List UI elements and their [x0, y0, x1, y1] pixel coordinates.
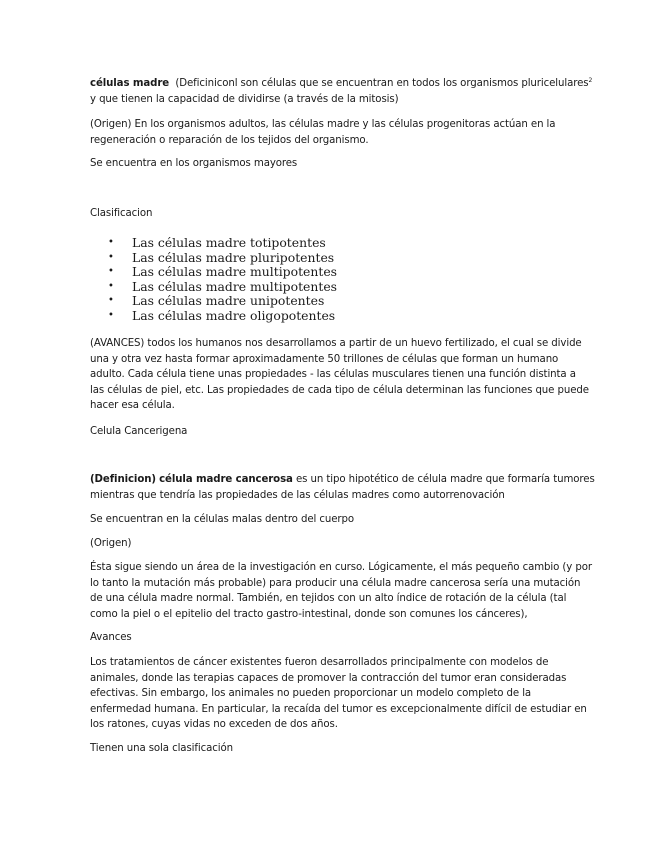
term-celula-madre-cancerosa: célula madre cancerosa — [159, 474, 293, 485]
paragraph-definicion-cancerosa — [90, 472, 595, 503]
bullet-icon: • — [108, 266, 114, 278]
paragraph-line: los ratones, cuyas vidas no exceden de dos años. — [90, 719, 338, 730]
paragraph-line: mientras que tendría las propiedades de las células madres como autorrenovación — [90, 489, 505, 501]
paragraph-line: animales, donde las terapias capaces de promover la contracción del tumor eran consideradas — [90, 672, 567, 684]
definition-text: (Deficiniconl son células que se encuentran en todos los organismos pluricelulares — [175, 78, 589, 89]
list-item: • Las células madre pluripotentes — [108, 249, 335, 265]
classification-list — [108, 236, 337, 324]
paragraph-line: Ésta sigue siendo un área de la investigación en curso. Lógicamente, el más pequeño cambio (y por — [90, 562, 592, 573]
paragraph-line: las células de piel, etc. Las propiedades de cada tipo de célula determinan las funciones que puede — [90, 384, 589, 396]
paragraph-line: (AVANCES) todos los humanos nos desarrollamos a partir de un huevo fertilizado, el cual se divide — [90, 338, 582, 349]
footnote-marker: 2 — [588, 77, 593, 84]
paragraph-line: y que tienen la capacidad de dividirse (a través de la mitosis) — [90, 93, 399, 105]
paragraph-line — [90, 76, 593, 92]
paragraph-line: de una célula madre normal. También, en tejidos con un alto índice de rotación de la célula (tal — [90, 593, 567, 604]
list-item: • Las células madre oligopotentes — [108, 307, 336, 323]
list-item: • Las células madre unipotentes — [108, 293, 325, 309]
bullet-icon: • — [108, 280, 114, 292]
heading-celula-cancerigena: Celula Cancerigena — [90, 426, 188, 437]
paragraph-line: efectivas. Sin embargo, los animales no pueden proporcionar un modelo completo de la — [90, 688, 532, 699]
paragraph-line: hacer esa célula. — [90, 400, 175, 411]
bullet-icon: • — [108, 295, 114, 307]
paragraph-clasificacion-unica: Tienen una sola clasificación — [90, 743, 233, 754]
paragraph-line: adulto. Cada célula tiene unas propiedades - las células musculares tienen una función distinta a — [90, 369, 576, 380]
paragraph-line: (Origen) En los organismos adultos, las células madre y las células progenitoras actúan en la — [90, 119, 556, 130]
paragraph-line: regeneración o reparación de los tejidos del organismo. — [90, 134, 369, 146]
bullet-icon: • — [108, 237, 114, 248]
paragraph-avances-cancer — [90, 655, 587, 733]
paragraph-origen-cancerosa — [90, 560, 592, 622]
list-item: • Las células madre multipotentes — [108, 278, 338, 294]
paragraph-line: Los tratamientos de cáncer existentes fueron desarrollados principalmente con modelos de — [90, 657, 549, 668]
heading-origen: (Origen) — [90, 538, 132, 549]
bullet-icon: • — [108, 251, 114, 263]
paragraph-ubicacion: Se encuentra en los organismos mayores — [90, 158, 298, 169]
paragraph-line: enfermedad humana. En particular, la recaída del tumor es excepcionalmente difícil de estudiar en — [90, 703, 587, 715]
list-item: • Las células madre multipotentes — [108, 264, 338, 280]
paragraph-ubicacion-cancerosa: Se encuentran en la células malas dentro del cuerpo — [90, 514, 354, 525]
term-celulas-madre: células madre — [90, 78, 170, 89]
paragraph-line: como la piel o el epitelio del tracto gastro-intestinal, donde son comunes los cánceres), — [90, 608, 528, 620]
heading-avances: Avances — [90, 632, 132, 643]
bullet-icon: • — [108, 309, 114, 321]
paragraph-line: (Definicion) célula madre cancerosa es un tipo hipotético de célula madre que formaría tumores — [90, 474, 595, 485]
paragraph-line: una y otra vez hasta formar aproximadamente 50 trillones de células que forman un humano — [90, 353, 559, 365]
paragraph-definition — [90, 76, 593, 107]
paragraph-avances — [90, 336, 589, 414]
label-definicion: (Definicion) — [90, 474, 156, 485]
list-item: • Las células madre totipotentes — [108, 235, 326, 250]
paragraph-origen — [90, 117, 570, 148]
paragraph-line: lo tanto la mutación más probable) para producir una célula madre cancerosa sería una mutación — [90, 577, 581, 589]
heading-clasificacion: Clasificacion — [90, 208, 153, 219]
